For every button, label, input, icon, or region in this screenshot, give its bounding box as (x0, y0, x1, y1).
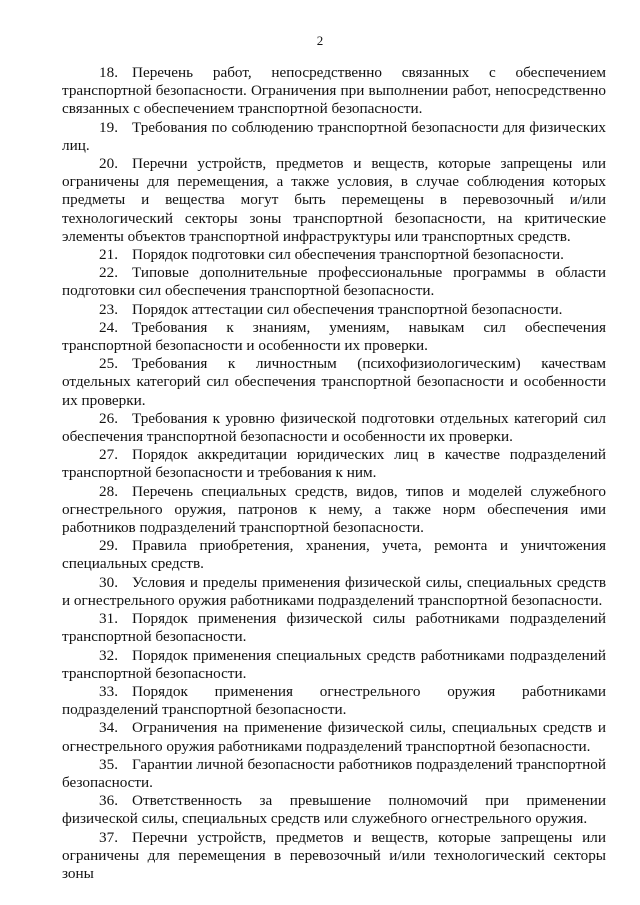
list-item (62, 719, 606, 755)
item-number: 19. (99, 118, 118, 136)
list-item (62, 829, 606, 884)
item-number: 18. (99, 64, 118, 81)
item-number: 23. (99, 300, 118, 318)
item-text: Перечни устройств, предметов и веществ, которые запрещены или ограничены для перемещения в перевозочный и/или технологический секторы зоны (62, 828, 606, 882)
item-number: 24. (99, 318, 118, 336)
document-body (62, 64, 606, 883)
item-text: Гарантии личной безопасности работников подразделений транспортной безопасности. (62, 755, 606, 791)
list-item (62, 610, 606, 646)
item-number: 21. (99, 246, 118, 264)
item-text: Порядок аттестации сил обеспечения транспортной безопасности. (132, 300, 563, 318)
list-item (62, 792, 606, 828)
list-item (62, 301, 606, 319)
item-text: Ответственность за превышение полномочий при применении физической силы, специальных средств или служебного огнестрельного оружия. (62, 792, 606, 828)
item-number: 20. (99, 155, 118, 173)
list-item (62, 756, 606, 792)
list-item (62, 446, 606, 482)
item-number: 28. (99, 482, 118, 500)
list-item (62, 64, 606, 119)
item-text: Порядок аккредитации юридических лиц в качестве подразделений транспортной безопасности и требования к ним. (62, 446, 606, 482)
list-item (62, 119, 606, 155)
item-text: Требования к знаниям, умениям, навыкам сил обеспечения транспортной безопасности и особенности их проверки. (62, 318, 606, 355)
item-number: 27. (99, 446, 118, 464)
item-text: Требования по соблюдению транспортной безопасности для физических лиц. (62, 118, 606, 154)
list-item (62, 264, 606, 300)
list-item (62, 647, 606, 683)
item-number: 32. (99, 646, 118, 664)
item-number: 36. (99, 792, 118, 810)
item-text: Перечень специальных средств, видов, типов и моделей служебного огнестрельного оружия, патронов к нему, а также норм обеспечения ими работников подразделений транспортной безопасности. (62, 482, 606, 537)
list-item (62, 155, 606, 246)
item-text: Порядок применения специальных средств работниками подразделений транспортной безопасности. (62, 646, 606, 682)
item-number: 26. (99, 409, 118, 427)
item-text: Порядок подготовки сил обеспечения транспортной безопасности. (132, 246, 564, 264)
item-number: 31. (99, 610, 118, 628)
item-text: Перечни устройств, предметов и веществ, которые запрещены или ограничены для перемещения, а также условия, в случае соблюдения которых предметы и вещества могут быть перемещены в перевозочный и/или технологический секторы зоны транспортной безопасности, на критические элементы объектов транспортной инфраструктуры или транспортных средств. (62, 155, 606, 245)
item-number: 35. (99, 755, 118, 773)
item-number: 30. (99, 573, 118, 591)
list-item (62, 574, 606, 610)
item-text: Ограничения на применение физической силы, специальных средств и огнестрельного оружия работниками подразделений транспортной безопасности. (62, 719, 606, 755)
item-number: 33. (99, 682, 118, 700)
list-item (62, 355, 606, 410)
item-number: 25. (99, 355, 118, 373)
list-item (62, 537, 606, 573)
page-number: 2 (316, 33, 324, 48)
list-item (62, 246, 606, 264)
item-text: Требования к личностным (психофизиологическим) качествам отдельных категорий сил обеспечения транспортной безопасности и особенности их проверки. (62, 355, 606, 409)
item-text: Правила приобретения, хранения, учета, ремонта и уничтожения специальных средств. (62, 537, 606, 573)
item-number: 34. (99, 719, 118, 737)
item-text: Требования к уровню физической подготовки отдельных категорий сил обеспечения транспортной безопасности и особенности их проверки. (62, 409, 606, 446)
list-item (62, 483, 606, 538)
item-text: Порядок применения физической силы работниками подразделений транспортной безопасности. (62, 610, 606, 646)
item-text: Перечень работ, непосредственно связанных с обеспечением транспортной безопасности. Ограничения при выполнении работ, непосредственно связанных с обеспечением транспортной безопасности. (62, 64, 606, 118)
item-number: 29. (99, 537, 118, 555)
item-text: Типовые дополнительные профессиональные программы в области подготовки сил обеспечения транспортной безопасности. (62, 264, 606, 300)
list-item (62, 683, 606, 719)
item-number: 22. (99, 264, 118, 282)
item-number: 37. (99, 828, 118, 846)
list-item (62, 410, 606, 446)
item-text: Порядок применения огнестрельного оружия работниками подразделений транспортной безопасности. (62, 682, 606, 719)
list-item (62, 319, 606, 355)
item-text: Условия и пределы применения физической силы, специальных средств и огнестрельного оружия работниками подразделений транспортной безопасности. (62, 573, 606, 609)
